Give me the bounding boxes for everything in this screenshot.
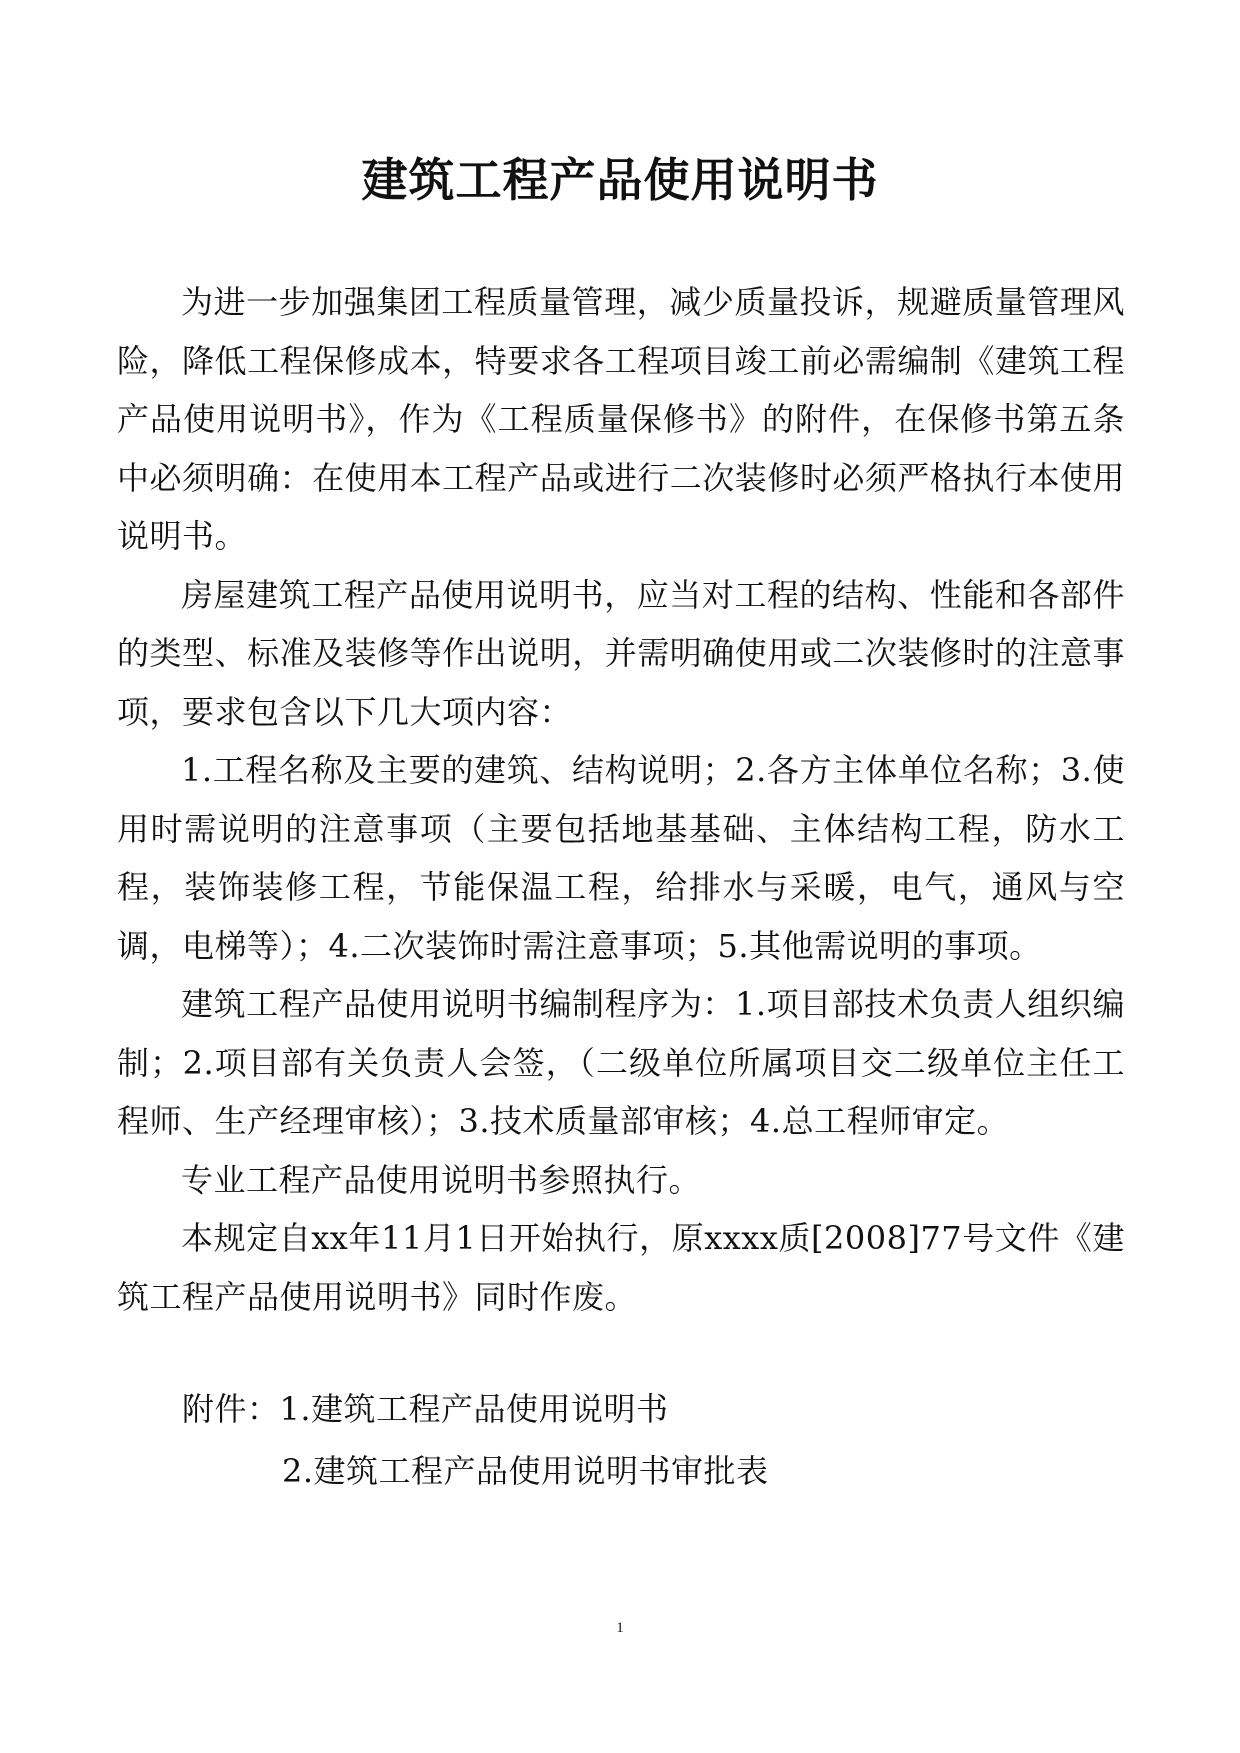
attachments <box>182 1378 1082 1502</box>
paragraph-requirements: 房屋建筑工程产品使用说明书，应当对工程的结构、性能和各部件的类型、标准及装修等作出说明，并需明确使用或二次装修时的注意事项，要求包含以下几大项内容： <box>117 575 1125 731</box>
document-body <box>117 273 1125 1326</box>
page-number: 1 <box>616 1620 624 1636</box>
document-title: 建筑工程产品使用说明书 <box>361 153 879 207</box>
paragraph-effective-date: 本规定自xx年11月1日开始执行，原xxxx质[2008]77号文件《建筑工程产品使用说明书》同时作废。 <box>117 1219 1125 1316</box>
attachment-line-1: 附件：1.建筑工程产品使用说明书 <box>182 1390 669 1428</box>
paragraph-content-items: 1.工程名称及主要的建筑、结构说明；2.各方主体单位名称；3.使用时需说明的注意事项（主要包括地基基础、主体结构工程，防水工程，装饰装修工程，节能保温工程，给排水与采暖，电气，通风与空调，电梯等）；4.二次装饰时需注意事项；5.其他需说明的事项。 <box>117 751 1125 965</box>
paragraph-purpose: 为进一步加强集团工程质量管理，减少质量投诉，规避质量管理风险，降低工程保修成本，特要求各工程项目竣工前必需编制《建筑工程产品使用说明书》，作为《工程质量保修书》的附件，在保修书第五条中必须明确：在使用本工程产品或进行二次装修时必须严格执行本使用说明书。 <box>117 283 1125 555</box>
paragraph-reference: 专业工程产品使用说明书参照执行。 <box>181 1160 702 1199</box>
paragraph-procedure: 建筑工程产品使用说明书编制程序为：1.项目部技术负责人组织编制；2.项目部有关负责人会签，（二级单位所属项目交二级单位主任工程师、生产经理审核）；3.技术质量部审核；4.总工程师审定。 <box>117 985 1125 1140</box>
attachment-line-2: 2.建筑工程产品使用说明书审批表 <box>282 1452 769 1490</box>
